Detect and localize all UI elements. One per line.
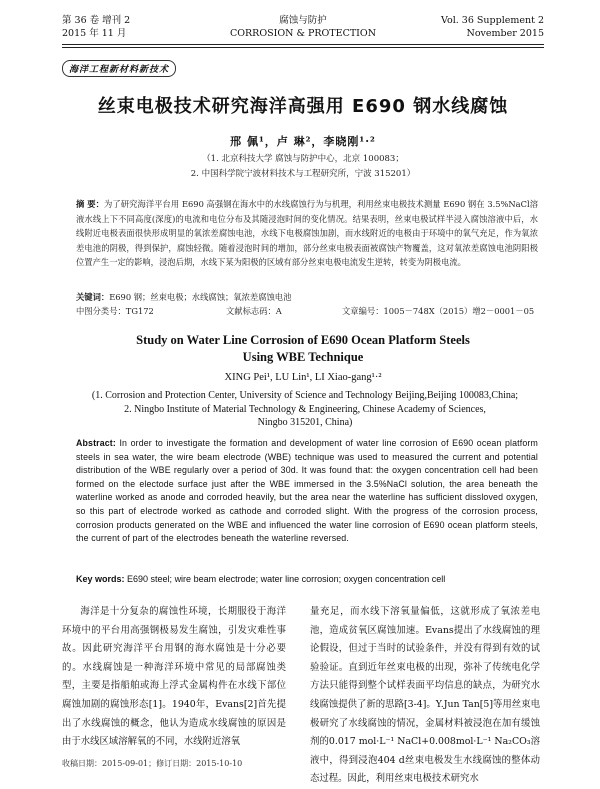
authors-en: XING Pei¹, LU Lin¹, LI Xiao-gang¹·² bbox=[224, 372, 382, 383]
body-text-right: 量充足，而水线下溶氧量偏低，这就形成了氧浓差电池，造成贫氧区腐蚀加速。Evans提出了水线腐蚀的理论假设，但过于当时的试验条件，并没有得到有效的试验验证。直到近年丝束电极的出现，弥补了传统电化学方法只能得到整个试样表面平均信息的缺点，为研究水线腐蚀提供了新的思路[3-4]。Y.Jun Tan[5]等用丝束电极研究了水线腐蚀的情况，金属材料被浸泡在加有缓蚀剂的0.017 mol·L⁻¹ NaCl+0.008mol·L⁻¹ Na₂CO₃溶液中，得到浸泡404 d丝束电极发生水线腐蚀的整体动态过程。因此，利用丝束电极技术研究水 bbox=[310, 606, 540, 785]
keywords-cn-label: 关键词： bbox=[76, 292, 110, 302]
affiliation-en-line: Ningbo 315201, China) bbox=[257, 417, 353, 428]
journal-name-en: CORROSION & PROTECTION bbox=[229, 28, 377, 39]
affiliation-line: （1. 北京科技大学 腐蚀与防护中心，北京 100083； bbox=[202, 154, 404, 164]
article-number: 文章编号：1005－748X（2015）增2－0001－05 bbox=[342, 306, 535, 316]
affiliation-line: 2. 中国科学院宁波材料技术与工程研究所，宁波 315201） bbox=[190, 169, 416, 179]
affiliations-cn bbox=[62, 152, 544, 182]
keywords-cn bbox=[76, 290, 538, 304]
body-text-left: 海洋是十分复杂的腐蚀性环境，长期服役于海洋环境中的平台用高强钢极易发生腐蚀，引发灾难性事故。因此研究海洋平台用钢的海水腐蚀是十分必要的。水线腐蚀是一种海洋环境中常见的局部腐蚀类型，主要是指船舶或海上浮式金属构件在水线下部位腐蚀加剧的腐蚀形态[1]。1940年，Evans[2]首先提出了水线腐蚀的概念，他认为造成水线腐蚀的原因是由于水线区域溶解氧的不同，水线附近溶氧 bbox=[62, 606, 286, 748]
abstract-cn bbox=[76, 197, 538, 270]
document-code: 文献标志码：A bbox=[226, 306, 282, 316]
header-rule bbox=[62, 44, 544, 45]
journal-name-cn: 腐蚀与防护 bbox=[279, 15, 327, 26]
publication-date: 2015 年 11 月 bbox=[62, 28, 127, 39]
authors-cn: 邢 佩¹，卢 琳²，李晓刚¹·² bbox=[230, 135, 376, 148]
abstract-cn-text: 为了研究海洋平台用 E690 高强钢在海水中的水线腐蚀行为与机理，利用丝束电极技术测量 E690 钢在 3.5%NaCl溶液水线上下不同高度(深度)的电流和电位分布及其随浸泡时间的变化情况。结果表明，丝束电极试样半浸入腐蚀溶液中后，水线附近电极表面很快形成明显的氧浓差腐蚀电池，水线下电极腐蚀加剧，而水线附近的电极由于环境中的氧气充足，作为氧浓差电池的阴极，得到保护，腐蚀轻微。随着浸泡时间的增加，部分丝束电极表面被腐蚀产物覆盖，这对氧浓差腐蚀电池阴阳极位置产生一定的影响，浸泡后期，水线下某为阳极的区域有部分丝束电极电流发生逆转，转变为阴极电流。 bbox=[76, 199, 538, 267]
body-column-right bbox=[310, 603, 540, 789]
affiliation-en-line: (1. Corrosion and Protection Center, University of Science and Technology Beijing,Beijing 100083,China; bbox=[91, 390, 519, 401]
page-title: 丝束电极技术研究海洋高强用 E690 钢水线腐蚀 bbox=[97, 96, 509, 117]
abstract-cn-label: 摘 要： bbox=[76, 199, 105, 209]
footnote: 收稿日期：2015-09-01；修订日期：2015-10-10 bbox=[62, 759, 243, 768]
affiliation-en-line: 2. Ningbo Institute of Material Technology & Engineering, Chinese Academy of Sciences, bbox=[124, 403, 486, 415]
clc-number: 中图分类号：TG172 bbox=[76, 306, 154, 316]
volume-issue: 第 36 卷 增刊 2 bbox=[62, 15, 131, 26]
body-column-left bbox=[62, 603, 286, 752]
affiliations-en bbox=[70, 389, 540, 430]
header-rule-thin bbox=[62, 47, 544, 48]
keywords-en bbox=[76, 573, 538, 586]
title-en-line: Using WBE Technique bbox=[242, 350, 364, 364]
abstract-en-label: Abstract: bbox=[76, 438, 116, 448]
title-en-line: Study on Water Line Corrosion of E690 Ocean Platform Steels bbox=[136, 333, 470, 347]
volume-issue-en: Vol. 36 Supplement 2 bbox=[441, 15, 544, 26]
column-tag: 海洋工程新材料新技术 bbox=[62, 60, 176, 77]
keywords-en-label: Key words: bbox=[76, 574, 125, 584]
keywords-cn-text: E690 钢；丝束电极；水线腐蚀；氧浓差腐蚀电池 bbox=[109, 292, 292, 302]
publication-date-en: November 2015 bbox=[466, 28, 544, 39]
keywords-en-text: E690 steel; wire beam electrode; water line corrosion; oxygen concentration cell bbox=[127, 574, 446, 584]
title-en bbox=[62, 332, 544, 366]
abstract-en bbox=[76, 437, 538, 546]
abstract-en-text: In order to investigate the formation and development of water line corrosion of E690 ocean platform steels in sea water, the wire beam electrode (WBE) technique was used to measured the current and potential distribution of the WBE regularly over a period of 30d. It was found that: the oxygen concentration cell had been formed on the electode surface just after the WBE immersed in the 3.5%NaCl solution, the area beneath the waterline worked as anode and corroded heavily, but the area near the waterline has sufficient dissloved oxygen, so this part of electrode worked as cathode and corroded slight. With the progress of the corrosion process, corrosion products generated on the WBE and influenced the water line corrosion of E690 ocean platform steels, the current of part of the electrodes beneath the waterline reversed. bbox=[76, 438, 538, 544]
